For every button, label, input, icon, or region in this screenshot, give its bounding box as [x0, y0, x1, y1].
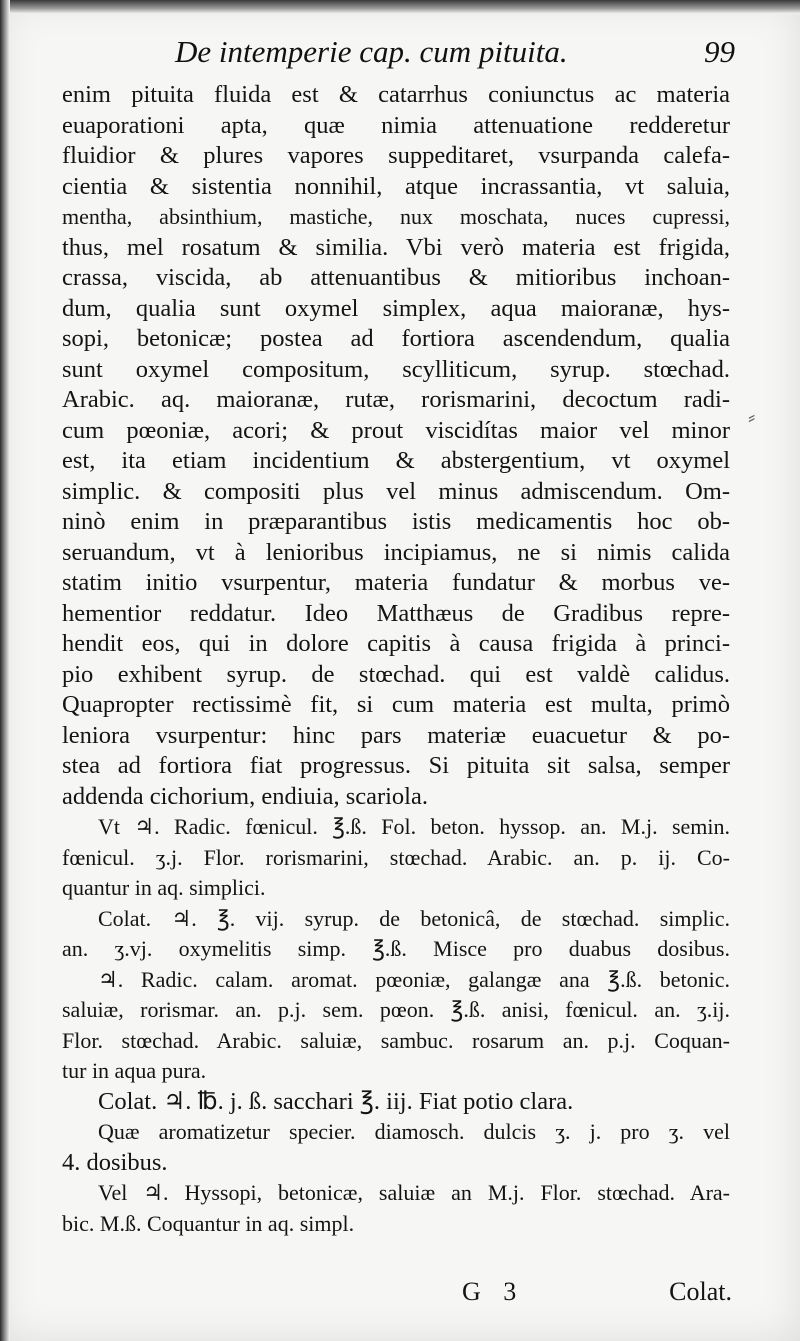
recipe-line: Flor. stœchad. Arabic. saluiæ, sambuc. rosarum an. p.j. Coquan- — [62, 1027, 730, 1053]
text-line: cum pœoniæ, acori; & prout viscidítas maior vel minor — [62, 416, 730, 444]
recipe-line: an. ʒ.vj. oxymelitis simp. ℥.ß. Misce pro duabus dosibus. — [62, 936, 730, 961]
page-footer — [462, 1277, 732, 1313]
text-line: crassa, viscida, ab attenuantibus & mitioribus inchoan- — [62, 264, 730, 291]
text-line: mentha, absinthium, mastiche, nux moschata, nuces cupressi, — [62, 204, 730, 229]
recipe-line: tur in aqua pura. — [62, 1058, 207, 1083]
text-line: statim initio vsurpentur, materia fundatur & morbus ve- — [62, 569, 730, 596]
page-number: 99 — [704, 34, 735, 69]
text-line: hendit eos, qui in dolore capitis à causa frigida à princi- — [62, 630, 730, 657]
text-line: ninò enim in præparantibus istis medicamentis hoc ob- — [62, 508, 730, 535]
text-block — [62, 80, 730, 1239]
text-line: leniora vsurpentur: hinc pars materiæ euacuetur & po- — [62, 721, 730, 749]
recipe-line: saluiæ, rorismar. an. p.j. sem. pœon. ℥.ß. anisi, fœnicul. an. ʒ.ij. — [62, 997, 730, 1022]
recipe-line: Vt ♃. Radic. fœnicul. ℥.ß. Fol. beton. hyssop. an. M.j. semin. — [98, 814, 730, 839]
text-line: hementior reddatur. Ideo Matthæus de Gradibus repre- — [62, 599, 730, 627]
text-line: est, ita etiam incidentium & abstergentium, vt oxymel — [62, 447, 730, 474]
running-title: De intemperie cap. cum pituita. — [175, 34, 568, 69]
recipe-line: Colat. ♃. ℔. j. ß. sacchari ℥. iij. Fiat potio clara. — [98, 1087, 574, 1115]
recipe-line: Vel ♃. Hyssopi, betonicæ, saluiæ an M.j. Flor. stœchad. Ara- — [98, 1180, 730, 1205]
text-line: addenda cichorium, endiuia, scariola. — [62, 782, 428, 810]
recipe-line: Quæ aromatizetur specier. diamosch. dulcis ʒ. j. pro ʒ. vel — [98, 1119, 730, 1144]
text-line: euaporationi apta, quæ nimia attenuatione redderetur — [62, 111, 730, 139]
text-line: stea ad fortiora fiat progressus. Si pituita sit salsa, semper — [62, 752, 730, 779]
recipe-line: 4. dosibus. — [62, 1148, 168, 1176]
text-line: pio exhibent syrup. de stœchad. qui est valdè calidus. — [62, 660, 730, 688]
text-line: sunt oxymel compositum, scylliticum, syrup. stœchad. — [62, 355, 730, 383]
page-left-edge-shadow — [0, 0, 10, 1341]
signature-mark: G 3 — [462, 1277, 525, 1306]
recipe-line: Colat. ♃. ℥. vij. syrup. de betonicâ, de stœchad. simplic. — [98, 905, 730, 931]
text-line: thus, mel rosatum & similia. Vbi verò materia est frigida, — [62, 233, 730, 261]
text-line: simplic. & compositi plus vel minus admiscendum. Om- — [62, 477, 730, 505]
page-top-edge-shadow — [0, 0, 800, 14]
margin-mark: ⸗ — [748, 405, 756, 430]
recipe-line: quantur in aq. simplici. — [62, 875, 266, 900]
text-line: sopi, betonicæ; postea ad fortiora ascendendum, qualia — [62, 325, 730, 352]
text-line: cientia & sistentia nonnihil, atque incrassantia, vt saluia, — [62, 172, 730, 200]
text-line: Quapropter rectissimè fit, si cum materia est multa, primò — [62, 691, 730, 718]
text-line: fluidior & plures vapores suppeditaret, vsurpanda calefa- — [62, 142, 730, 169]
text-line: Arabic. aq. maioranæ, rutæ, rorismarini, decoctum radi- — [62, 386, 730, 413]
text-line: enim pituita fluida est & catarrhus coniunctus ac materia — [62, 81, 730, 108]
text-line: seruandum, vt à lenioribus incipiamus, ne si nimis calida — [62, 538, 730, 566]
recipe-line: ♃. Radic. calam. aromat. pœoniæ, galangæ ana ℥.ß. betonic. — [98, 966, 730, 992]
text-line: dum, qualia sunt oxymel simplex, aqua maioranæ, hys- — [62, 294, 730, 322]
catchword: Colat. — [669, 1277, 732, 1306]
recipe-line: fœnicul. ʒ.j. Flor. rorismarini, stœchad. Arabic. an. p. ij. Co- — [62, 844, 730, 870]
recipe-line: bic. M.ß. Coquantur in aq. simpl. — [62, 1210, 355, 1236]
page-header — [175, 34, 735, 82]
